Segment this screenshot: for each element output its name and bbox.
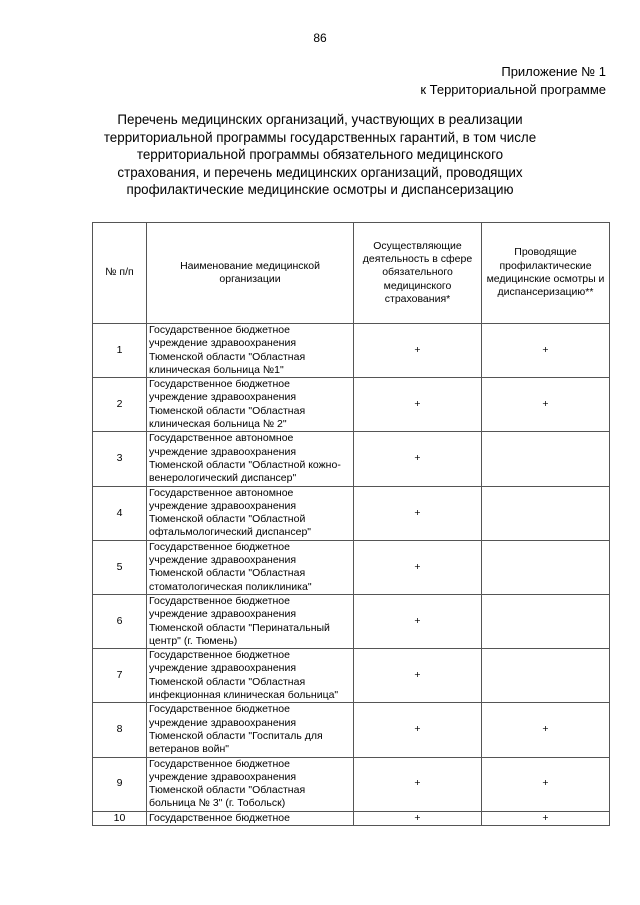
table-header-row: [93, 223, 610, 324]
organization-name: Государственное автономное учреждение здравоохранения Тюменской области "Областной офтальмологический диспансер": [147, 486, 354, 540]
oms-mark: +: [354, 594, 482, 648]
row-number: 1: [93, 324, 147, 378]
appendix-line-1: Приложение № 1: [501, 64, 606, 79]
table-row: [93, 378, 610, 432]
exams-mark: +: [482, 324, 610, 378]
table-row: [93, 486, 610, 540]
oms-mark: +: [354, 649, 482, 703]
table-row: [93, 432, 610, 486]
table-row: [93, 811, 610, 825]
oms-mark: +: [354, 486, 482, 540]
oms-mark: +: [354, 432, 482, 486]
table-row: [93, 324, 610, 378]
exams-mark: +: [482, 378, 610, 432]
header-oms: Осуществляющие деятельность в сфере обязательного медицинского страхования*: [354, 223, 482, 324]
oms-mark: +: [354, 811, 482, 825]
row-number: 5: [93, 540, 147, 594]
exams-mark: [482, 486, 610, 540]
row-number: 7: [93, 649, 147, 703]
oms-mark: +: [354, 757, 482, 811]
organization-name: Государственное бюджетное учреждение здравоохранения Тюменской области "Областная клиническая больница №1": [147, 324, 354, 378]
oms-mark: +: [354, 378, 482, 432]
table-row: [93, 540, 610, 594]
header-exams: Проводящие профилактические медицинские осмотры и диспансеризацию**: [482, 223, 610, 324]
organization-name: Государственное бюджетное учреждение здравоохранения Тюменской области "Областная больница № 3" (г. Тобольск): [147, 757, 354, 811]
oms-mark: +: [354, 540, 482, 594]
table-row: [93, 703, 610, 757]
organization-name: Государственное бюджетное учреждение здравоохранения Тюменской области "Областная стоматологическая поликлиника": [147, 540, 354, 594]
header-name: Наименование медицинской организации: [147, 223, 354, 324]
exams-mark: +: [482, 703, 610, 757]
exams-mark: +: [482, 757, 610, 811]
organization-name: Государственное бюджетное: [147, 811, 354, 825]
table-row: [93, 757, 610, 811]
organizations-table: [92, 222, 610, 826]
row-number: 9: [93, 757, 147, 811]
exams-mark: [482, 649, 610, 703]
organization-name: Государственное бюджетное учреждение здравоохранения Тюменской области "Госпиталь для ветеранов войн": [147, 703, 354, 757]
row-number: 8: [93, 703, 147, 757]
row-number: 4: [93, 486, 147, 540]
row-number: 6: [93, 594, 147, 648]
page-number: 86: [313, 31, 327, 45]
header-num: № п/п: [93, 223, 147, 324]
organization-name: Государственное бюджетное учреждение здравоохранения Тюменской области "Областная инфекционная клиническая больница": [147, 649, 354, 703]
row-number: 10: [93, 811, 147, 825]
organization-name: Государственное бюджетное учреждение здравоохранения Тюменской области "Перинатальный центр" (г. Тюмень): [147, 594, 354, 648]
document-title: Перечень медицинских организаций, участвующих в реализации территориальной программы государственных гарантий, в том числе территориальной программы обязательного медицинского страхования, и перечень медицинских организаций, проводящих профилактические медицинские осмотры и диспансеризацию: [103, 112, 537, 198]
oms-mark: +: [354, 324, 482, 378]
appendix-reference: [420, 63, 606, 99]
table-row: [93, 649, 610, 703]
exams-mark: [482, 594, 610, 648]
organization-name: Государственное бюджетное учреждение здравоохранения Тюменской области "Областная клиническая больница № 2": [147, 378, 354, 432]
appendix-line-2: к Территориальной программе: [420, 82, 606, 97]
oms-mark: +: [354, 703, 482, 757]
exams-mark: [482, 432, 610, 486]
table-row: [93, 594, 610, 648]
exams-mark: [482, 540, 610, 594]
exams-mark: +: [482, 811, 610, 825]
organization-name: Государственное автономное учреждение здравоохранения Тюменской области "Областной кожно-венерологический диспансер": [147, 432, 354, 486]
row-number: 2: [93, 378, 147, 432]
row-number: 3: [93, 432, 147, 486]
